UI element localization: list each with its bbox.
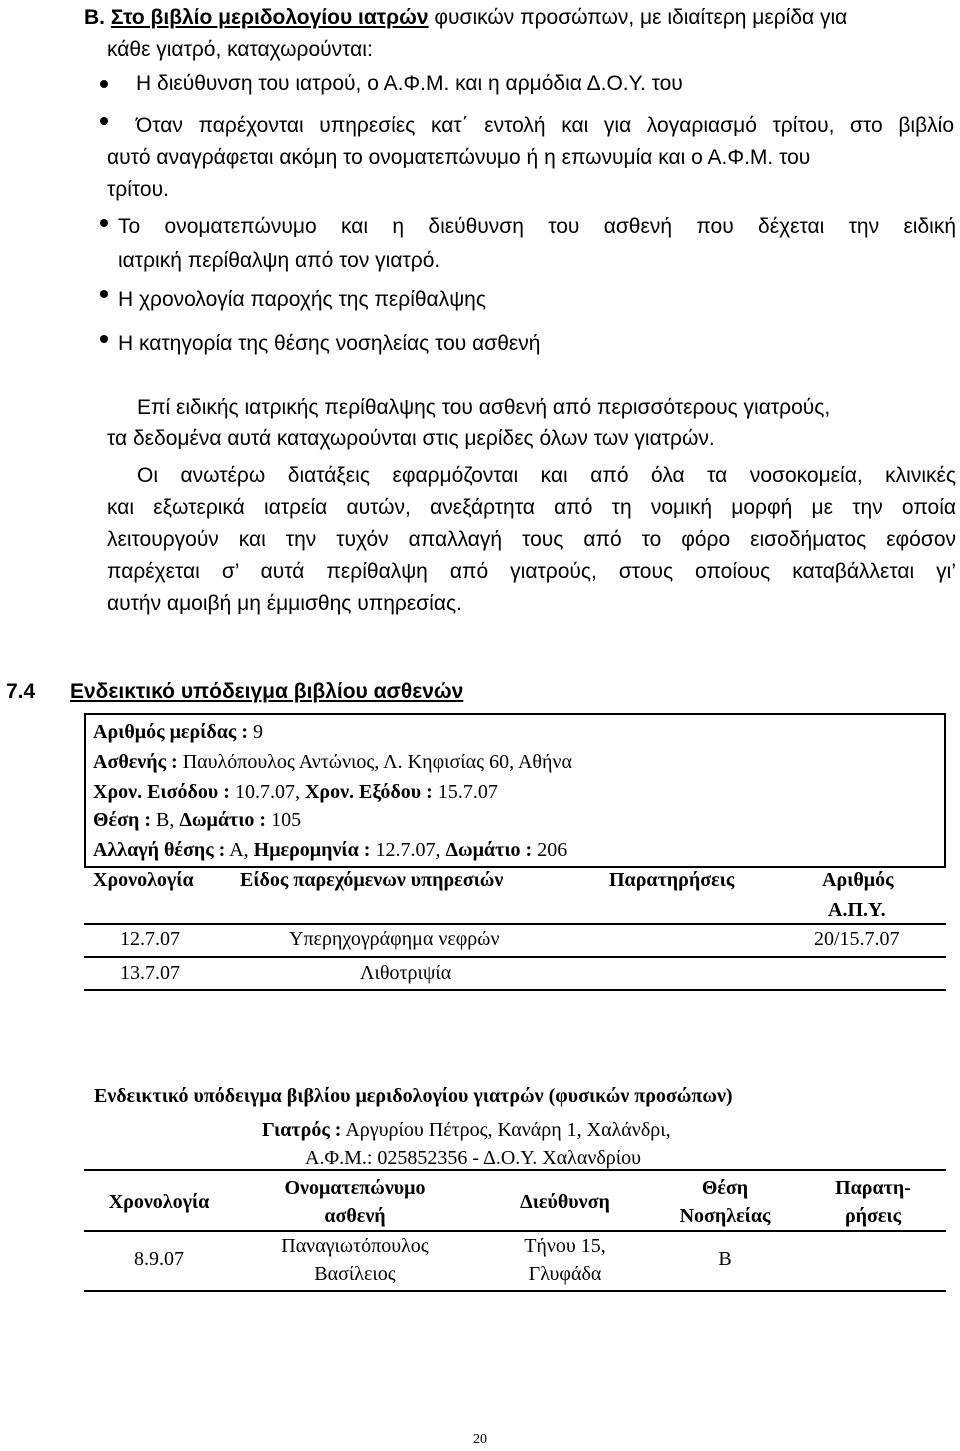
col-header-apy-1: Αριθμός [822,869,894,891]
doctor-book-title: Ενδεικτικό υπόδειγμα βιβλίου μεριδολογίου γιατρών (φυσικών προσώπων) [94,1085,733,1107]
change-label: Αλλαγή θέσης : [93,839,226,861]
patient-value: Παυλόπουλος Αντώνιος, Λ. Κηφισίας 60, Αθήνα [177,751,572,773]
position-value: Β, [151,809,180,831]
paragraph-line: Επί ειδικής ιατρικής περίθαλψης του ασθενή από περισσότερους γιατρούς, [137,396,831,419]
room-value: 105 [266,809,302,831]
bullet-dot [100,80,108,88]
date-label: Ημερομηνία : [253,839,371,861]
bullet-text-cont: τρίτου. [107,178,169,201]
cell-position: Β [718,1248,732,1270]
bullet-text-cont: ιατρική περίθαλψη από τον γιατρό. [118,249,441,272]
cell-name-2: Βασίλειος [314,1263,396,1285]
bullet-text: Όταν παρέχονται υπηρεσίες κατ΄ εντολή και για λογαριασμό τρίτου, στο βιβλίο [136,114,954,137]
table-rule [84,1169,946,1171]
col-header-apy-2: Α.Π.Υ. [828,899,886,921]
bullet-text-cont: αυτό αναγράφεται ακόμη το ονοματεπώνυμο ή η επωνυμία και ο Α.Φ.Μ. του [107,146,811,169]
paragraph-line: αυτήν αμοιβή μη έμμισθης υπηρεσίας. [107,592,462,615]
room2-label: Δωμάτιο : [445,839,533,861]
col-header-position-1: Θέση [701,1177,749,1199]
exit-label: Χρον. Εξόδου : [304,781,433,803]
col-header-position-2: Νοσηλείας [679,1205,771,1227]
section-b-line1 [84,4,954,32]
section-b-line2: κάθε γιατρό, καταχωρούνται: [107,38,373,61]
dates-row [93,779,498,805]
table-rule [84,1290,946,1292]
bullet-text: Η κατηγορία της θέσης νοσηλείας του ασθενή [118,332,541,355]
cell-address-2: Γλυφάδα [528,1263,602,1285]
doctor-label: Γιατρός : [262,1119,342,1141]
paragraph-line: λειτουργούν και την τυχόν απαλλαγή τους από το φόρο εισοδήματος εφόσον [107,528,956,551]
table-rule [84,989,946,991]
col-header-date: Χρονολογία [108,1191,210,1213]
paragraph-line: τα δεδομένα αυτά καταχωρούνται στις μερίδες όλων των γιατρών. [107,427,715,450]
room2-value: 206 [532,839,568,861]
table-rule [84,1230,946,1232]
col-header-notes-1: Παρατη- [835,1177,911,1199]
col-header-notes: Παρατηρήσεις [609,869,735,891]
paragraph-line: Οι ανωτέρω διατάξεις εφαρμόζονται και από όλα τα νοσοκομεία, κλινικές [137,464,956,487]
col-header-name-1: Ονοματεπώνυμο [284,1177,426,1199]
room-label: Δωμάτιο : [179,809,267,831]
doctor-value: Αργυρίου Πέτρος, Κανάρη 1, Χαλάνδρι, [341,1119,671,1141]
cell-name-1: Παναγιωτόπουλος [281,1235,429,1257]
page-number: 20 [473,1432,487,1447]
paragraph-line: και εξωτερικά ιατρεία αυτών, ανεξάρτητα από τη νομική μορφή με την οποία [107,496,956,519]
table-rule [84,923,946,925]
bullet-text: Το ονοματεπώνυμο και η διεύθυνση του ασθενή που δέχεται την ειδική [118,215,956,238]
position-row [93,807,301,833]
table-rule [84,956,946,958]
col-header-address: Διεύθυνση [520,1191,610,1213]
col-header-notes-2: ρήσεις [844,1205,902,1227]
cell-service: Υπερηχογράφημα νεφρών [289,928,500,950]
change-value: Α, [225,839,254,861]
col-header-service: Είδος παρεχόμενων υπηρεσιών [240,869,504,891]
entry-value: 10.7.07, [229,781,305,803]
cell-apy: 20/15.7.07 [814,928,900,950]
cell-address-1: Τήνου 15, [524,1235,606,1257]
section-b-label: B. [84,6,105,29]
col-header-name-2: ασθενή [324,1205,386,1227]
bullet-text: Η διεύθυνση του ιατρού, ο Α.Φ.Μ. και η αρμόδια Δ.Ο.Υ. του [136,72,683,95]
bullet-dot [100,290,108,298]
patient-label: Ασθενής : [93,751,178,773]
afm-line: Α.Φ.Μ.: 025852356 - Δ.Ο.Υ. Χαλανδρίου [305,1147,642,1169]
position-label: Θέση : [93,809,151,831]
col-header-date: Χρονολογία [93,869,194,891]
date-value: 12.7.07, [370,839,446,861]
entry-label: Χρον. Εισόδου : [93,781,230,803]
section-number: 7.4 [6,680,36,703]
paragraph-line: παρέχεται σ’ αυτά περίθαλψη από γιατρούς, στους οποίους καταβάλλεται γι’ [107,560,956,583]
cell-date: 8.9.07 [134,1248,184,1270]
section-b-underlined-title: Στο βιβλίο μεριδολογίου ιατρών [110,6,429,29]
bullet-text: Η χρονολογία παροχής της περίθαλψης [118,288,486,311]
bullet-dot [100,219,108,227]
meris-row [93,719,263,745]
cell-date: 13.7.07 [120,962,180,984]
meris-label: Αριθμός μερίδας : [93,721,248,743]
exit-value: 15.7.07 [432,781,498,803]
doctor-row [262,1117,671,1143]
meris-value: 9 [248,721,263,743]
section-b-rest: φυσικών προσώπων, με ιδιαίτερη μερίδα για [434,6,848,29]
cell-date: 12.7.07 [120,928,180,950]
change-row [93,837,567,863]
patient-row [93,749,572,775]
cell-service: Λιθοτριψία [360,962,452,984]
section-heading: Ενδεικτικό υπόδειγμα βιβλίου ασθενών [70,680,464,703]
bullet-dot [100,335,108,343]
